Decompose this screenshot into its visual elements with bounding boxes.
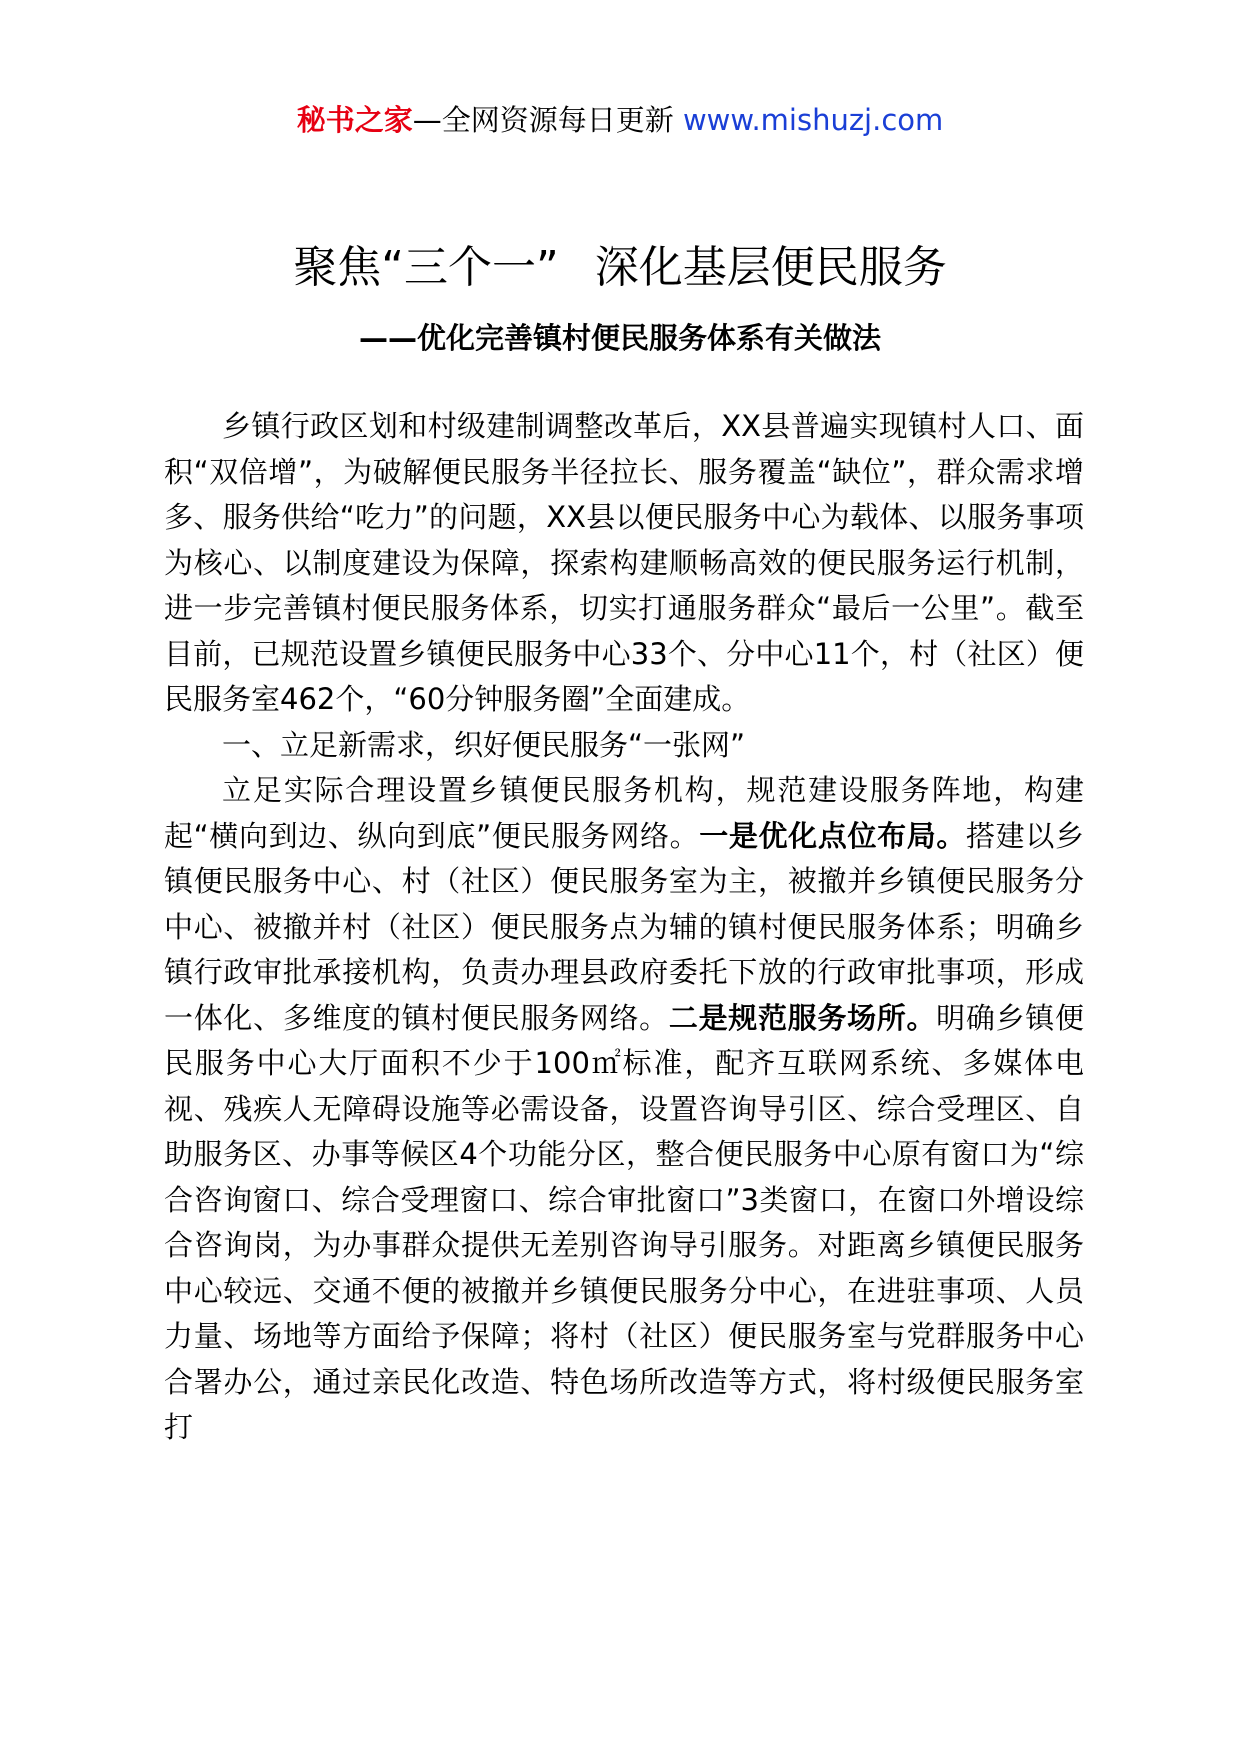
title-part-1: 聚焦“三个一” [293, 242, 559, 293]
point-1-title: 一是优化点位布局。 [699, 818, 967, 853]
site-name: 秘书之家 [296, 103, 413, 137]
section-1-lead: 立足实际合理设置乡镇便民服务机构，规范建设服务阵地，构建起“横向到边、纵向到底”便民服务网络。 [164, 773, 1084, 853]
site-slogan: —全网资源每日更新 [412, 103, 683, 137]
section-1-heading: 一、立足新需求，织好便民服务“一张网” [222, 727, 746, 762]
document-body [164, 404, 1084, 1451]
intro-paragraph: 乡镇行政区划和村级建制调整改革后，XX县普遍实现镇村人口、面积“双倍增”，为破解便民服务半径拉长、服务覆盖“缺位”，群众需求增多、服务供给“吃力”的问题，XX县以便民服务中心为载体、以服务事项为核心、以制度建设为保障，探索构建顺畅高效的便民服务运行机制，进一步完善镇村便民服务体系，切实打通服务群众“最后一公里”。截至目前，已规范设置乡镇便民服务中心33个、分中心11个，村（社区）便民服务室462个，“60分钟服务圈”全面建成。 [164, 409, 1084, 716]
section-1-paragraph [164, 768, 1084, 1451]
point-2-text: 明确乡镇便民服务中心大厅面积不少于100㎡标准，配齐互联网系统、多媒体电视、残疾人无障碍设施等必需设备，设置咨询导引区、综合受理区、自助服务区、办事等候区4个功能分区，整合便民服务中心原有窗口为“综合咨询窗口、综合受理窗口、综合审批窗口”3类窗口，在窗口外增设综合咨询岗，为办事群众提供无差别咨询导引服务。对距离乡镇便民服务中心较远、交通不便的被撤并乡镇便民服务分中心，在进驻事项、人员力量、场地等方面给予保障；将村（社区）便民服务室与党群服务中心合署办公，通过亲民化改造、特色场所改造等方式，将村级便民服务室打 [164, 1000, 1084, 1444]
page-subtitle: ——优化完善镇村便民服务体系有关做法 [358, 321, 881, 355]
title-part-2: 深化基层便民服务 [594, 242, 947, 293]
page-title [0, 238, 1240, 298]
site-header [0, 100, 1240, 140]
point-2-title: 二是规范服务场所。 [668, 1000, 937, 1035]
point-1-text: 搭建以乡镇便民服务中心、村（社区）便民服务室为主，被撤并乡镇便民服务分中心、被撤并村（社区）便民服务点为辅的镇村便民服务体系；明确乡镇行政审批承接机构，负责办理县政府委托下放的行政审批事项，形成一体化、多维度的镇村便民服务网络。 [164, 818, 1084, 1035]
site-url[interactable]: www.mishuzj.com [682, 103, 944, 137]
